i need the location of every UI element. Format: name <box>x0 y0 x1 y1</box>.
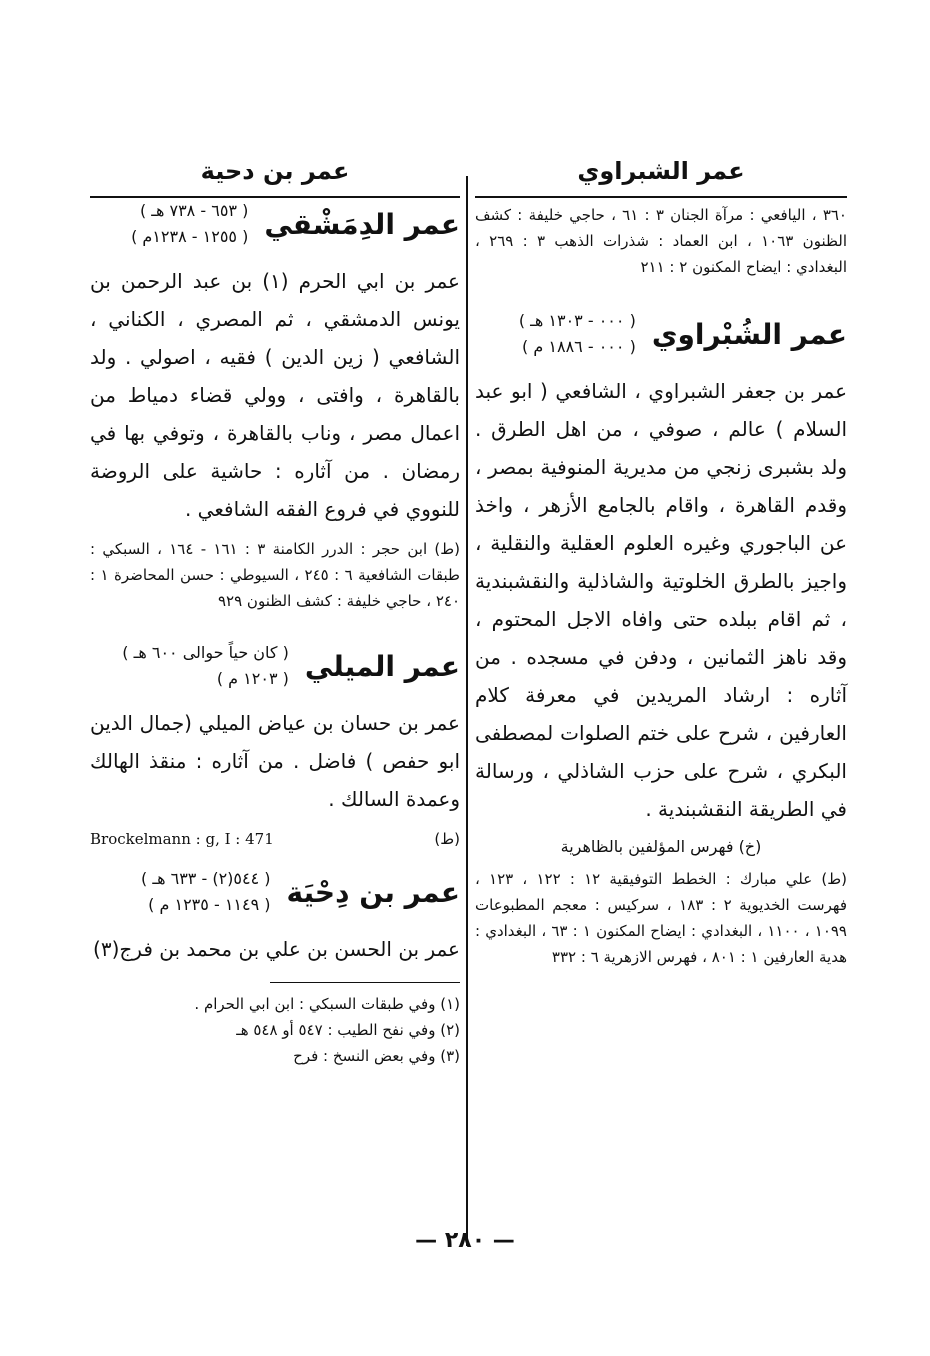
reference-code: (ط) <box>434 830 460 848</box>
right-column <box>475 150 847 970</box>
page-number: — ٢٨٠ — <box>415 1228 515 1253</box>
reference-text: Brockelmann : g, I : 471 <box>90 830 274 848</box>
brockelmann-reference <box>90 830 460 848</box>
entry-body: عمر بن حسان بن عياض الميلي (جمال الدين ابو حفص ) فاضل . من آثاره : منقذ الهالك وعمدة السالك . <box>90 711 460 811</box>
entry-references: (ط) ابن حجر : الدرر الكامنة ٣ : ١٦١ - ١٦٤ ، السبكي : طبقات الشافعية ٦ : ٢٤٥ ، السيوطي : حسن المحاضرة ١ : ٢٤٠ ، حاجي خليفة : كشف الظنون ٩٢٩ <box>90 540 460 610</box>
footnote: (٣) وفي بعض النسخ : فرح <box>293 1047 460 1065</box>
entry-mili <box>90 640 460 692</box>
entry-name: عمر بن دِحْيَة <box>286 875 460 909</box>
footnote: (١) وفي طبقات السبكي : ابن ابي الحرام . <box>194 995 460 1013</box>
entry-body: عمر بن جعفر الشبراوي ، الشافعي ( ابو عبد السلام ) عالم ، صوفي ، من اهل الطرق . ولد بشبرى زنجي من مديرية المنوفية بمصر ، وقدم القاهرة ، واقام بالجامع الأزهر ، واخذ عن الباجوري وغيره العلوم العقلية والنقلية ، واجيز بالطرق الخلوتية والشاذلية والنقشبندية ، ثم اقام ببلده حتى وافاه الاجل المحتوم ، وقد ناهز الثمانين ، ودفن في مسجده . من آثاره : ارشاد المريدين في معرفة كلام العارفين ، شرح على ختم الصلوات لمصطفى البكري ، شرح على حزب الشاذلي ، ورسالة في الطريقة النقشبندية . <box>475 379 847 821</box>
column-divider <box>466 176 468 1246</box>
entry-body: عمر بن الحسن بن علي بن محمد بن فرج(٣) <box>93 937 460 961</box>
footnote: (٢) وفي نفح الطيب : ٥٤٧ أو ٥٤٨ هـ <box>236 1021 460 1039</box>
right-header: عمر الشبراوي <box>577 157 745 185</box>
left-header: عمر بن دحية <box>200 157 350 185</box>
entry-name: عمر الميلي <box>304 649 460 683</box>
entry-body: عمر بن ابي الحرم (١) بن عبد الرحمن بن يونس الدمشقي ، ثم المصري ، الكناني ، الشافعي ( زين الدين ) فقيه ، اصولي . ولد بالقاهرة ، وافتى ، وولي قضاء دمياط من اعمال مصر ، وناب بالقاهرة ، وتوفي بها في رمضان . من آثاره : حاشية على الروضة للنووي في فروع الفقه الشافعي . <box>90 269 460 521</box>
entry-dimashqi <box>90 198 460 250</box>
entry-shabrawi <box>475 308 847 360</box>
entry-dates: ( كان حياً حوالى ٦٠٠ هـ ) ( ١٢٠٣ م ) <box>122 643 289 688</box>
entry-dates: ( ٥٤٤(٢) - ٦٣٣ هـ ) ( ١١٤٩ - ١٢٣٥ م ) <box>141 869 271 914</box>
entry-name: عمر الدِمَشْقي <box>264 207 460 241</box>
top-references: ٣٦٠ ، اليافعي : مرآة الجنان ٣ : ٦١ ، حاجي خليفة : كشف الظنون ١٠٦٣ ، ابن العماد : شذرات الذهب ٣ : ٢٦٩ ، البغدادي : ايضاح المكنون ٢ : ٢١١ <box>475 206 848 276</box>
footnote-divider <box>270 982 460 983</box>
source-line: (خ) فهرس المؤلفين بالظاهرية <box>560 837 762 856</box>
left-header-rule <box>90 196 460 198</box>
entry-dates: ( ٠٠٠ - ١٣٠٣ هـ ) ( ٠٠٠ - ١٨٨٦ م ) <box>518 311 636 356</box>
left-column <box>90 150 460 1069</box>
entry-dihya <box>90 866 460 918</box>
entry-dates: ( ٦٥٣ - ٧٣٨ هـ ) ( ١٢٥٥ - ١٢٣٨م ) <box>131 201 249 246</box>
entry-references: (ط) علي مبارك : الخطط التوفيقية ١٢ : ١٢٢ ، ١٢٣ ، فهرست الخديوية ٢ : ١٨٣ ، سركيس : معجم المطبوعات ١٠٩٩ ، ١١٠٠ ، البغدادي : ايضاح المكنون ١ : ٦٣ ، البغدادي : هدية العارفين ١ : ٨٠١ ، فهرس الازهرية ٦ : ٣٣٢ <box>475 870 847 966</box>
entry-name: عمر الشُبْراوي <box>651 317 847 351</box>
right-header-rule <box>475 196 847 198</box>
